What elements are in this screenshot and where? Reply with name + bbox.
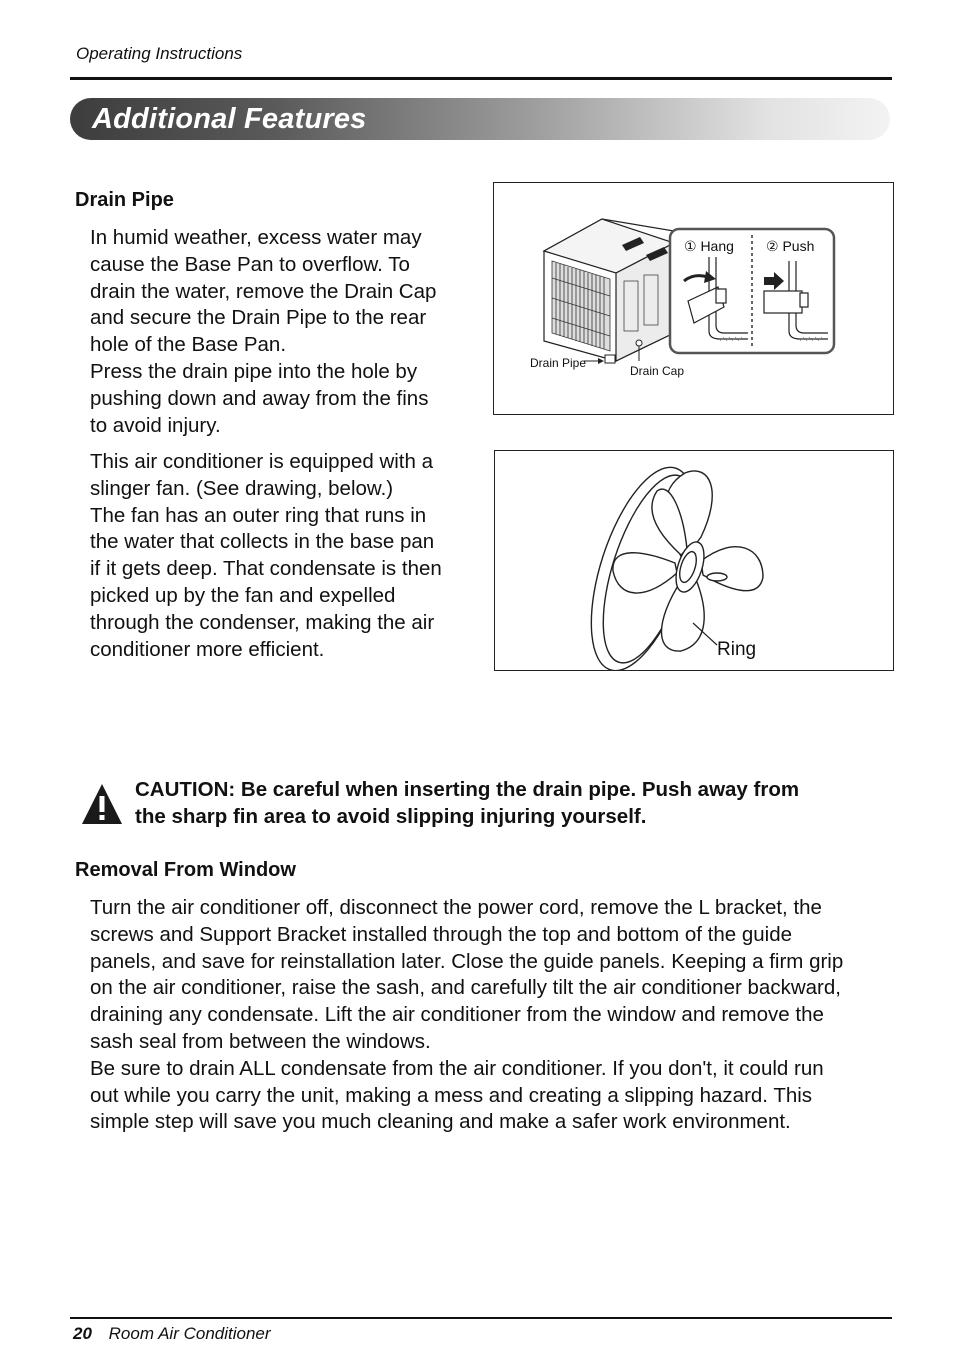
- footer-product: Room Air Conditioner: [108, 1324, 271, 1343]
- running-head: Operating Instructions: [76, 44, 243, 63]
- section-banner: [70, 98, 890, 140]
- caution-text: CAUTION: Be careful when inserting the drain pipe. Push away from the sharp fin area to avoid slipping injuring yourself.: [135, 778, 800, 828]
- warning-triangle-icon: [80, 782, 124, 826]
- slinger-fan-illustration: [495, 451, 893, 670]
- ring-label: Ring: [717, 639, 757, 660]
- drain-pipe-label: Drain Pipe: [530, 356, 587, 370]
- drain-pipe-illustration: [494, 183, 893, 414]
- page-title: Additional Features: [92, 103, 367, 135]
- drain-pipe-heading: Drain Pipe: [75, 189, 174, 211]
- push-label: ② Push: [766, 238, 815, 254]
- bottom-rule: [70, 1317, 892, 1319]
- slinger-fan-figure: [494, 450, 894, 671]
- drain-cap-label: Drain Cap: [630, 364, 685, 378]
- page-number: 20: [73, 1324, 92, 1343]
- hang-label: ① Hang: [684, 238, 734, 254]
- top-rule: [70, 77, 892, 80]
- drain-pipe-paragraph-2: This air conditioner is equipped with a slinger fan. (See drawing, below.) The fan has an outer ring that runs in the water that collects in the base pan if it gets deep. That condensate is then picked up by the fan and expelled through the condenser, making the air conditioner more efficient.: [90, 450, 442, 661]
- removal-paragraph: Turn the air conditioner off, disconnect the power cord, remove the L bracket, the screws and Support Bracket installed through the top and bottom of the guide panels, and save for reinstallation later. Close the guide panels. Keeping a firm grip on the air conditioner, raise the sash, and carefully tilt the air conditioner backward, draining any condensate. Lift the air conditioner from the window and remove the sash seal from between the windows. Be sure to drain ALL condensate from the air conditioner. If you don't, it could run out while you carry the unit, making a mess and creating a slipping hazard. This simple step will save you much cleaning and make a safer work environment.: [90, 896, 844, 1134]
- footer: [73, 1324, 271, 1344]
- removal-heading: Removal From Window: [75, 859, 296, 881]
- drain-pipe-figure: [493, 182, 894, 415]
- drain-pipe-paragraph-1: In humid weather, excess water may cause the Base Pan to overflow. To drain the water, remove the Drain Cap and secure the Drain Pipe to the rear hole of the Base Pan. Press the drain pipe into the hole by pushing down and away from the fins to avoid injury.: [90, 226, 437, 437]
